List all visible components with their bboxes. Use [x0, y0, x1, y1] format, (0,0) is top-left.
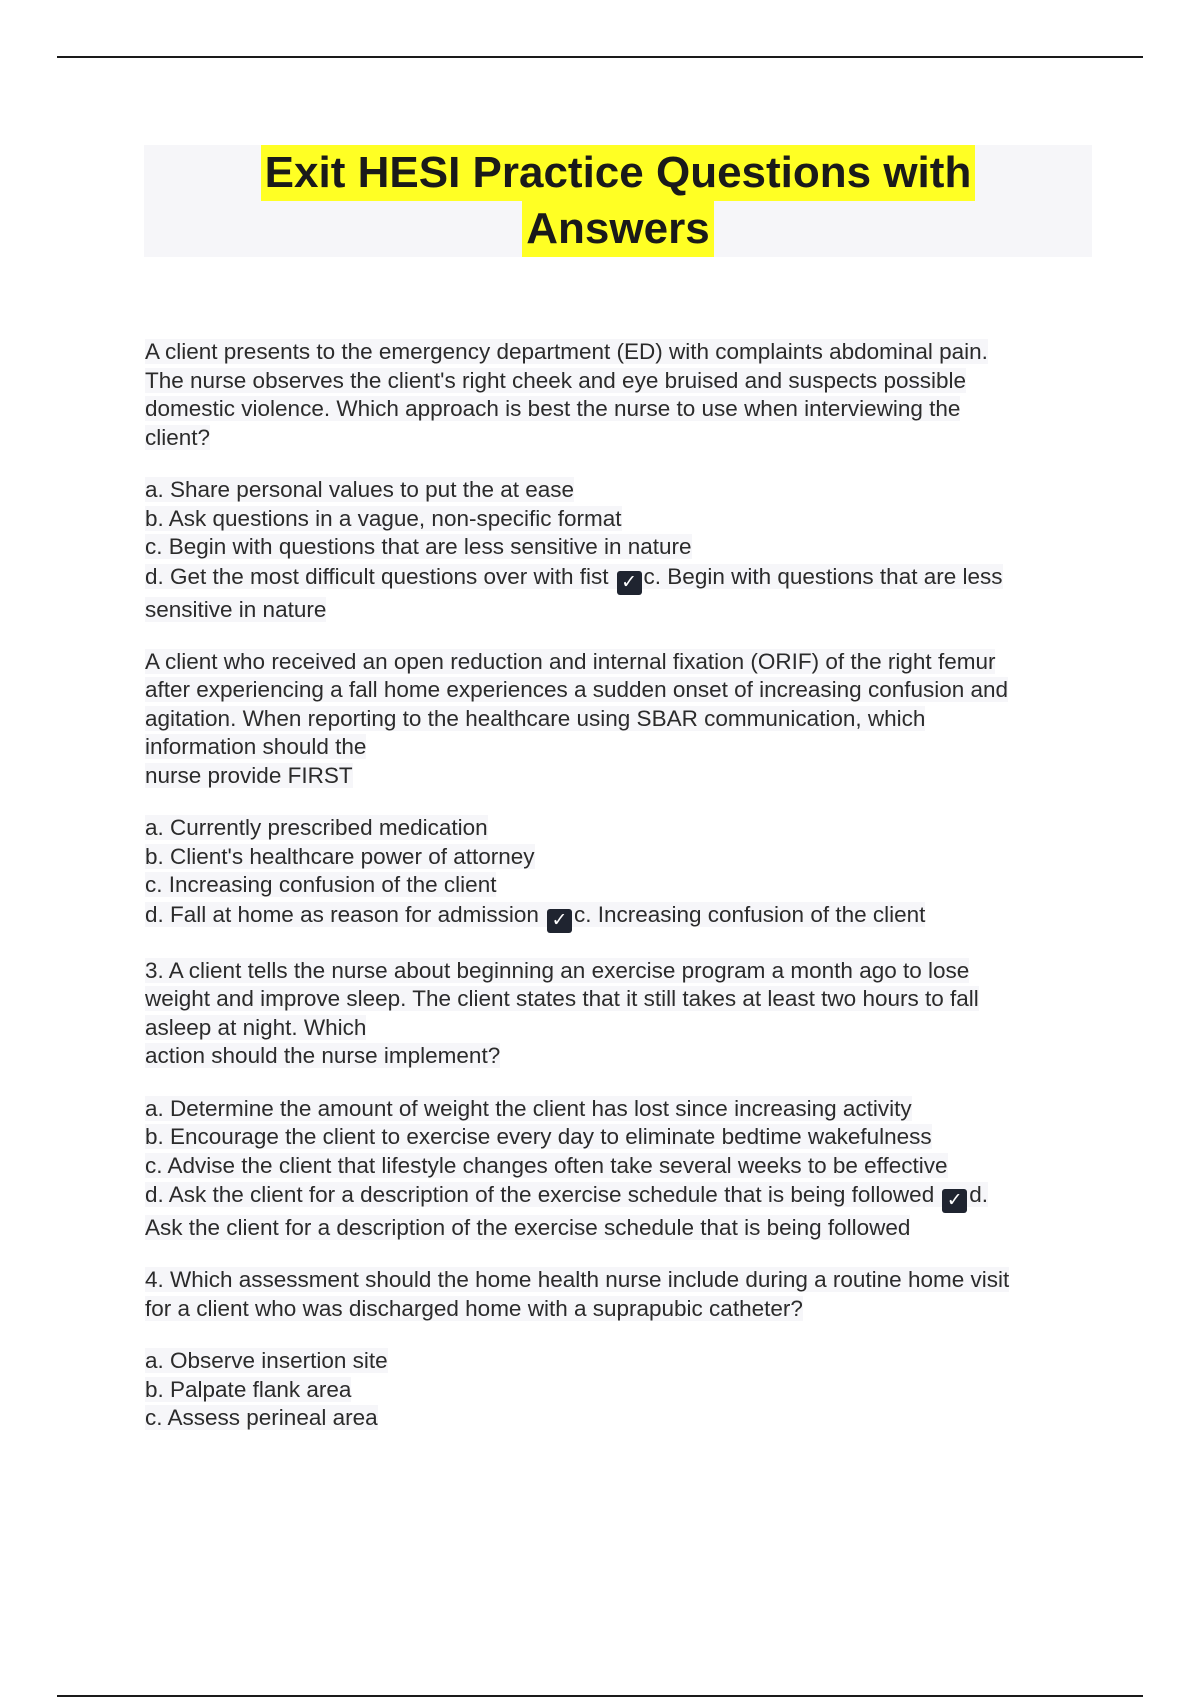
- stem-line: A client presents to the emergency department (ED) with complaints abdominal pain.: [145, 339, 988, 364]
- stem-line: action should the nurse implement?: [145, 1043, 501, 1068]
- option-c: c. Increasing confusion of the client: [145, 872, 497, 897]
- answer-options: [145, 1095, 1075, 1243]
- option-a: a. Determine the amount of weight the client has lost since increasing activity: [145, 1095, 912, 1121]
- stem-line: agitation. When reporting to the healthcare using SBAR communication, which: [145, 705, 926, 731]
- stem-line: domestic violence. Which approach is best the nurse to use when interviewing the: [145, 396, 961, 421]
- stem-line: weight and improve sleep. The client states that it still takes at least two hours to fall: [145, 986, 979, 1011]
- question-3: [145, 957, 1075, 1243]
- correct-answer-cont: sensitive in nature: [145, 596, 327, 622]
- correct-answer: c. Begin with questions that are less: [643, 563, 1003, 589]
- answer-options: [145, 1347, 1075, 1433]
- checkmark-icon: ✓: [942, 1189, 967, 1213]
- document-title: [144, 145, 1092, 257]
- header-rule: [57, 56, 1143, 58]
- option-d: d. Get the most difficult questions over with fist ✓ c. Begin with questions that are less sensitive in nature: [145, 563, 1003, 622]
- option-c: c. Begin with questions that are less sensitive in nature: [145, 534, 692, 559]
- option-c: c. Assess perineal area: [145, 1405, 378, 1430]
- title-line-2: Answers: [522, 201, 713, 257]
- correct-answer: d.: [969, 1182, 988, 1207]
- option-b: b. Encourage the client to exercise every day to eliminate bedtime wakefulness: [145, 1124, 932, 1149]
- option-a: a. Share personal values to put the at ease: [145, 477, 575, 502]
- stem-line: after experiencing a fall home experiences a sudden onset of increasing confusion and: [145, 677, 1009, 702]
- stem-line: 4. Which assessment should the home health nurse include during a routine home visit: [145, 1267, 1010, 1292]
- checkmark-icon: ✓: [547, 909, 572, 933]
- question-2: [145, 648, 1075, 933]
- stem-line: nurse provide FIRST: [145, 762, 353, 788]
- question-stem: [145, 338, 1075, 452]
- stem-line: The nurse observes the client's right cheek and eye bruised and suspects possible: [145, 367, 967, 393]
- answer-options: [145, 476, 1075, 624]
- stem-line: A client who received an open reduction and internal fixation (ORIF) of the right femur: [145, 648, 996, 674]
- stem-line: asleep at night. Which: [145, 1014, 367, 1040]
- option-d: d. Fall at home as reason for admission ✓ c. Increasing confusion of the client: [145, 901, 926, 931]
- option-b: b. Palpate flank area: [145, 1376, 352, 1402]
- footer-rule: [57, 1695, 1143, 1697]
- correct-answer: c. Increasing confusion of the client: [573, 901, 926, 927]
- stem-line: for a client who was discharged home with a suprapubic catheter?: [145, 1295, 803, 1321]
- question-stem: [145, 1266, 1075, 1323]
- stem-line: 3. A client tells the nurse about beginning an exercise program a month ago to lose: [145, 957, 970, 983]
- option-a: a. Observe insertion site: [145, 1348, 388, 1373]
- question-4: [145, 1266, 1075, 1433]
- option-d: d. Ask the client for a description of the exercise schedule that is being followed ✓ d. Ask the client for a description of the exercise schedule that is being followed: [145, 1182, 988, 1240]
- option-a: a. Currently prescribed medication: [145, 815, 488, 840]
- checkmark-icon: ✓: [617, 571, 642, 595]
- title-line-1: Exit HESI Practice Questions with: [261, 145, 976, 201]
- answer-options: [145, 814, 1075, 933]
- correct-answer-cont: Ask the client for a description of the exercise schedule that is being followed: [145, 1215, 911, 1240]
- option-c: c. Advise the client that lifestyle changes often take several weeks to be effective: [145, 1152, 948, 1178]
- question-stem: [145, 957, 1075, 1071]
- question-1: [145, 338, 1075, 624]
- stem-line: information should the: [145, 734, 367, 759]
- questions-content: [145, 338, 1075, 1457]
- option-b: b. Client's healthcare power of attorney: [145, 843, 535, 869]
- stem-line: client?: [145, 424, 211, 450]
- option-b: b. Ask questions in a vague, non-specific format: [145, 505, 622, 531]
- question-stem: [145, 648, 1075, 791]
